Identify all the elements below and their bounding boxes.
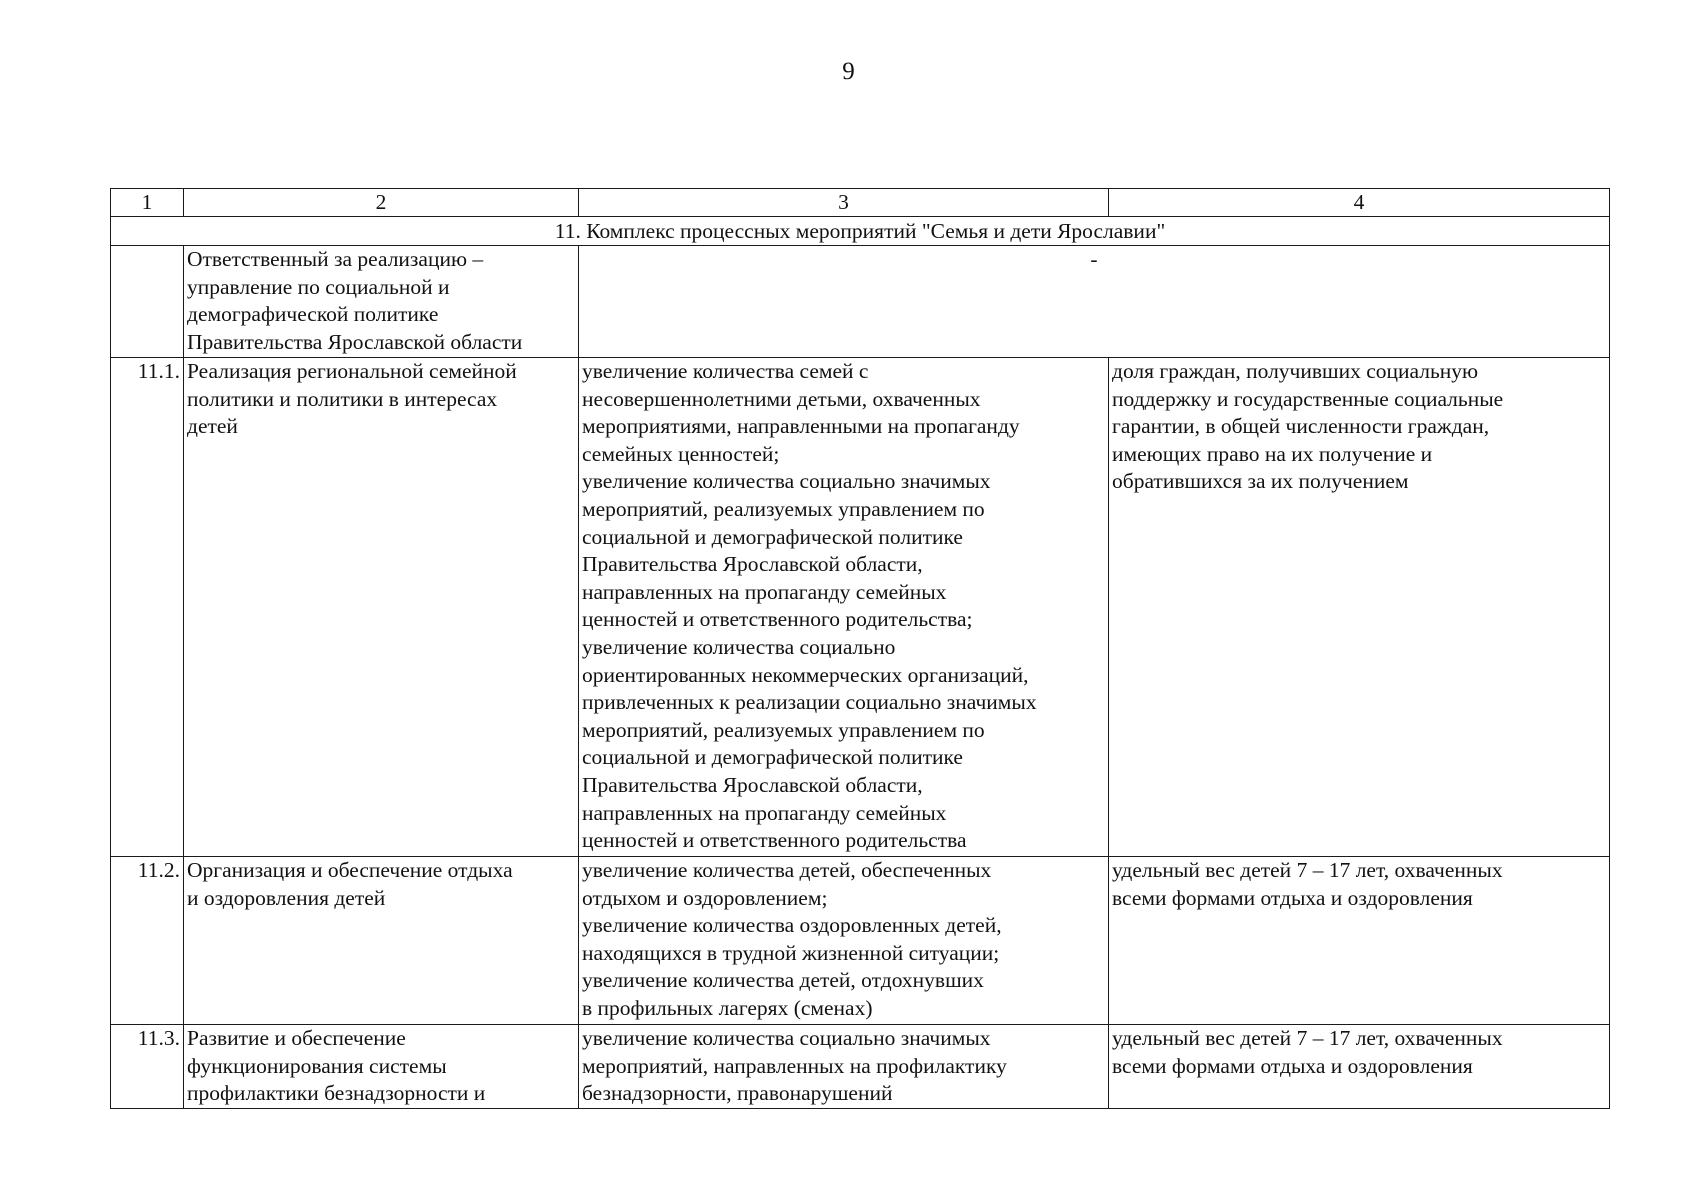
measure-name-line: профилактики безнадзорности и [187, 1081, 486, 1106]
responsible-value: - [579, 246, 1610, 358]
results-line: отдыхом и оздоровлением; [582, 885, 828, 910]
row-number: 11.3. [111, 1025, 184, 1109]
results-line: Правительства Ярославской области, [582, 772, 923, 797]
results-line: находящихся в трудной жизненной ситуации; [582, 940, 1000, 965]
responsible-line: Ответственный за реализацию – [187, 247, 484, 271]
results-line: социальной и демографической политике [582, 524, 963, 549]
table-row [111, 1025, 1610, 1109]
results-line: ценностей и ответственного родительства [582, 828, 967, 853]
results-line: направленных на пропаганду семейных [582, 800, 947, 825]
measure-name-line: функционирования системы [187, 1053, 447, 1078]
column-number-3: 3 [579, 189, 1109, 217]
indicator-line: гарантии, в общей численности граждан, [1112, 414, 1490, 439]
measure-name-line: и оздоровления детей [187, 885, 386, 910]
row-number: 11.2. [111, 857, 184, 1025]
results-line: увеличение количества семей с [582, 359, 869, 383]
page-number: 9 [842, 58, 855, 85]
results-line: семейных ценностей; [582, 441, 780, 466]
indicator [1109, 857, 1610, 1025]
measure-name-line: детей [187, 414, 238, 439]
responsible-line: управление по социальной и [187, 274, 450, 299]
results-line: увеличение количества социально значимых [582, 469, 991, 494]
table-row [111, 358, 1610, 857]
results-line: безнадзорности, правонарушений [582, 1081, 893, 1106]
responsible-label [184, 246, 579, 358]
section-title-row [111, 217, 1610, 246]
indicator [1109, 358, 1610, 857]
expected-results [579, 358, 1109, 857]
responsible-line: Правительства Ярославской области [187, 329, 523, 354]
responsible-row [111, 246, 1610, 358]
results-line: увеличение количества оздоровленных детей, [582, 913, 1002, 938]
results-line: ориентированных некоммерческих организаций, [582, 662, 1029, 687]
measures-table [110, 188, 1610, 1109]
column-number-1: 1 [111, 189, 184, 217]
expected-results [579, 1025, 1109, 1109]
column-number-2: 2 [184, 189, 579, 217]
column-number-4: 4 [1109, 189, 1610, 217]
indicator-line: доля граждан, получивших социальную [1112, 359, 1479, 383]
measure-name-line: Реализация региональной семейной [187, 359, 517, 383]
results-line: увеличение количества социально значимых [582, 1026, 991, 1050]
measure-name [184, 857, 579, 1025]
section-title: 11. Комплекс процессных мероприятий "Семья и дети Ярославии" [111, 217, 1610, 246]
results-line: ценностей и ответственного родительства; [582, 607, 973, 632]
responsible-line: демографической политике [187, 302, 439, 327]
indicator-line: всеми формами отдыха и оздоровления [1112, 885, 1473, 910]
results-line: мероприятий, реализуемых управлением по [582, 496, 985, 521]
results-line: социальной и демографической политике [582, 745, 963, 770]
responsible-num-cell [111, 246, 184, 358]
results-line: увеличение количества социально [582, 634, 896, 659]
results-line: мероприятий, направленных на профилактику [582, 1053, 1007, 1078]
indicator-line: поддержку и государственные социальные [1112, 386, 1504, 411]
results-line: несовершеннолетними детьми, охваченных [582, 386, 981, 411]
table-row [111, 857, 1610, 1025]
indicator-line: удельный вес детей 7 – 17 лет, охваченных [1112, 1026, 1503, 1050]
measure-name [184, 1025, 579, 1109]
row-number: 11.1. [111, 358, 184, 857]
results-line: Правительства Ярославской области, [582, 552, 923, 577]
indicator-line: обратившихся за их получением [1112, 469, 1409, 494]
indicator-line: всеми формами отдыха и оздоровления [1112, 1053, 1473, 1078]
indicator [1109, 1025, 1610, 1109]
measure-name [184, 358, 579, 857]
column-number-row [111, 189, 1610, 217]
results-line: увеличение количества детей, обеспеченных [582, 858, 992, 882]
measure-name-line: Организация и обеспечение отдыха [187, 858, 513, 882]
results-line: увеличение количества детей, отдохнувших [582, 968, 984, 993]
results-line: привлеченных к реализации социально значимых [582, 690, 1037, 715]
results-line: направленных на пропаганду семейных [582, 579, 947, 604]
indicator-line: имеющих право на их получение и [1112, 441, 1433, 466]
results-line: мероприятий, реализуемых управлением по [582, 717, 985, 742]
results-line: в профильных лагерях (сменах) [582, 995, 873, 1020]
indicator-line: удельный вес детей 7 – 17 лет, охваченных [1112, 858, 1503, 882]
expected-results [579, 857, 1109, 1025]
measure-name-line: политики и политики в интересах [187, 386, 498, 411]
measure-name-line: Развитие и обеспечение [187, 1026, 406, 1050]
results-line: мероприятиями, направленными на пропаганду [582, 414, 1020, 439]
